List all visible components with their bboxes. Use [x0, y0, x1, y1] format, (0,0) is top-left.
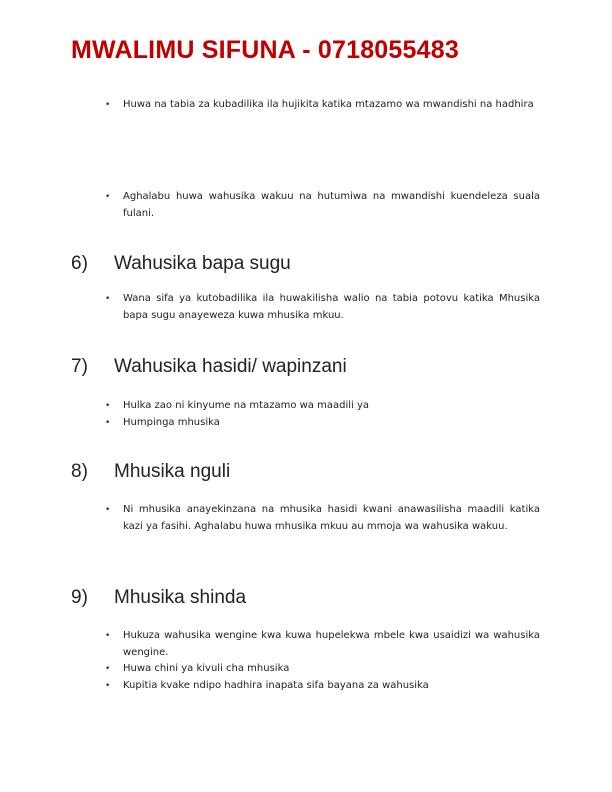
section-title: Mhusika nguli	[114, 461, 231, 482]
list-item: • Wana sifa ya kutobadilika ila huwakilisha walio na tabia potovu katika Mhusika bapa sugu anayeweza kuwa mhusika mkuu.	[0, 291, 540, 324]
list-item: • Huwa chini ya kivuli cha mhusika	[0, 661, 540, 678]
section-title: Wahusika hasidi/ wapinzani	[114, 356, 347, 377]
list-item: • Ni mhusika anayekinzana na mhusika hasidi kwani anawasilisha maadili katika kazi ya fasihi. Aghalabu huwa mhusika mkuu au mmoja wa wahusika wakuu.	[0, 502, 540, 535]
section-number: 7)	[71, 356, 88, 377]
section-number: 6)	[71, 253, 88, 274]
section-heading-8	[71, 461, 230, 483]
intro-list-1	[0, 97, 540, 114]
section-9-list	[0, 628, 540, 694]
list-item: • Humpinga mhusika	[0, 415, 369, 432]
intro-list-2	[0, 189, 540, 222]
section-number: 8)	[71, 461, 88, 482]
list-item: • Kupitia kvake ndipo hadhira inapata sifa bayana za wahusika	[0, 678, 540, 695]
section-8-list	[0, 502, 540, 535]
section-7-list	[0, 398, 369, 431]
section-number: 9)	[71, 587, 88, 608]
list-item: • Huwa na tabia za kubadilika ila hujikita katika mtazamo wa mwandishi na hadhira	[0, 97, 540, 114]
section-heading-7	[71, 356, 347, 378]
section-title: Wahusika bapa sugu	[114, 253, 291, 274]
list-item: • Hukuza wahusika wengine kwa kuwa hupelekwa mbele kwa usaidizi wa wahusika wengine.	[0, 628, 540, 661]
section-heading-9	[71, 587, 246, 609]
page-header-title: MWALIMU SIFUNA - 0718055483	[71, 36, 459, 64]
section-heading-6	[71, 253, 291, 275]
section-title: Mhusika shinda	[114, 587, 247, 608]
section-6-list	[0, 291, 540, 324]
list-item: • Hulka zao ni kinyume na mtazamo wa maadili ya	[0, 398, 369, 415]
list-item: • Aghalabu huwa wahusika wakuu na hutumiwa na mwandishi kuendeleza suala fulani.	[0, 189, 540, 222]
